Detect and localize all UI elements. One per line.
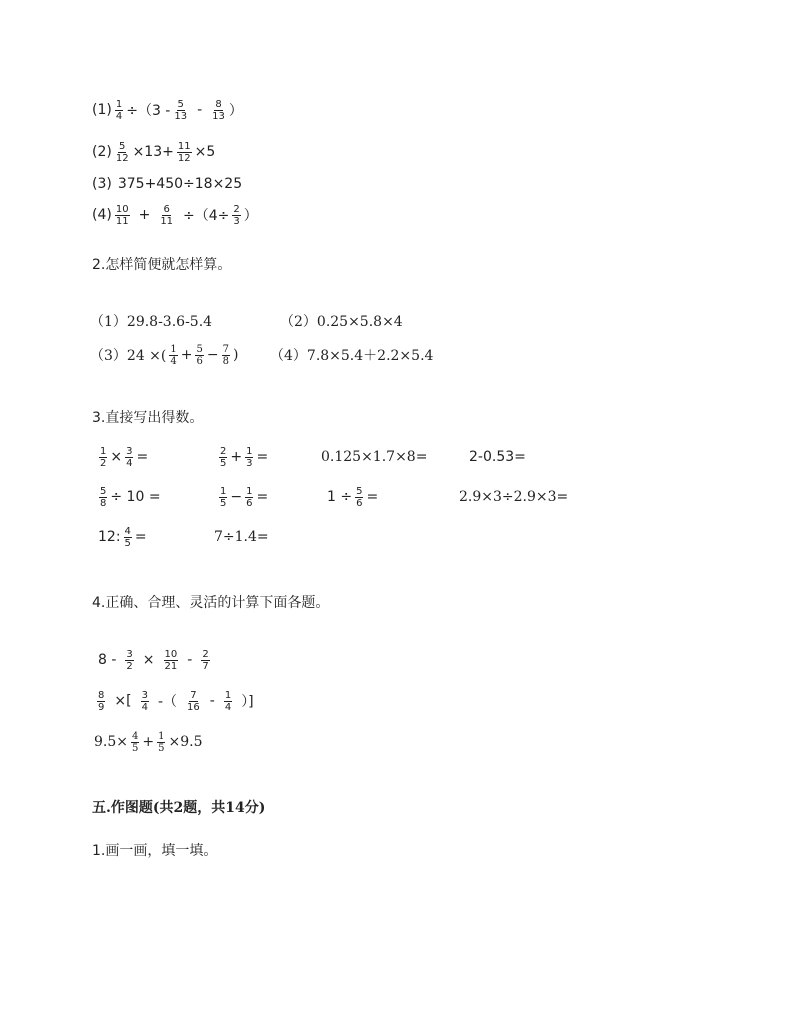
operator: - xyxy=(187,652,193,668)
fraction: $\frac{1}{4}$ xyxy=(224,689,232,713)
operator: ×13+ xyxy=(132,144,174,160)
fraction: $\frac{8}{9}$ xyxy=(98,689,105,713)
calc-item-2 xyxy=(92,137,215,167)
q2-item-3 xyxy=(90,340,238,370)
fraction: $\frac{10}{21}$ xyxy=(164,648,178,672)
fraction: $\frac{2}{5}$ xyxy=(220,445,227,469)
fraction: $\frac{2}{3}$ xyxy=(233,203,240,227)
q3-r2c1 xyxy=(96,482,161,512)
operator: ÷（4÷ xyxy=(183,208,230,224)
fraction: $\frac{1}{5}$ xyxy=(220,485,227,509)
fraction: $\frac{4}{5}$ xyxy=(124,525,131,549)
fraction: $\frac{7}{8}$ xyxy=(222,343,229,367)
expression-prefix: （3）24 ×( xyxy=(90,348,167,364)
operator: = xyxy=(366,489,379,505)
fraction: $\frac{1}{6}$ xyxy=(246,485,253,509)
calc-item-3 xyxy=(92,169,242,199)
operator: -（ xyxy=(157,694,178,710)
q3-r1c2 xyxy=(216,442,268,472)
q4-expr-1 xyxy=(98,645,213,675)
fraction: $\frac{3}{2}$ xyxy=(126,648,133,672)
fraction: $\frac{1}{2}$ xyxy=(100,445,107,469)
operator: ÷ 10 = xyxy=(110,489,161,505)
operator: ）] xyxy=(241,694,254,710)
fraction: $\frac{2}{7}$ xyxy=(202,648,209,672)
operator: ） xyxy=(228,103,243,119)
expression-prefix: 8 - xyxy=(98,652,117,668)
operator: ) xyxy=(232,347,239,363)
fraction: $\frac{5}{12}$ xyxy=(115,140,129,164)
operator: ×5 xyxy=(194,144,216,160)
item-number: (1) xyxy=(92,102,112,118)
item-number: (2) xyxy=(92,144,112,160)
q3-r1c3: 0.125×1.7×8= xyxy=(321,449,428,465)
q3-r3c2: 7÷1.4= xyxy=(214,529,269,545)
fraction: $\frac{6}{11}$ xyxy=(160,203,174,227)
calc-item-1 xyxy=(92,95,243,125)
operator: × xyxy=(110,449,123,465)
fraction: $\frac{5}{6}$ xyxy=(196,343,203,367)
fraction: $\frac{5}{6}$ xyxy=(356,485,363,509)
q3-r2c2 xyxy=(216,482,268,512)
operator: − xyxy=(230,489,243,505)
fraction: $\frac{1}{5}$ xyxy=(158,730,165,754)
operator: ×9.5 xyxy=(168,734,203,750)
operator: - xyxy=(209,693,215,709)
operator: - xyxy=(197,102,203,118)
expression-prefix: 12: xyxy=(98,529,121,545)
q2-item-2: （2）0.25×5.8×4 xyxy=(280,314,403,330)
question-2-title: 2.怎样简便就怎样算。 xyxy=(92,257,232,273)
operator: = xyxy=(134,529,147,545)
operator: = xyxy=(136,449,149,465)
expression-prefix: 9.5× xyxy=(94,734,128,750)
operator: + xyxy=(230,449,243,465)
section-5-title: 五.作图题(共2题，共14分) xyxy=(92,800,266,816)
q3-r3c1 xyxy=(98,522,147,552)
q4-expr-3 xyxy=(94,727,202,757)
q2-item-4: （4）7.8×5.4＋2.2×5.4 xyxy=(270,348,434,364)
question-4-title: 4.正确、合理、灵活的计算下面各题。 xyxy=(92,595,330,611)
q3-r1c4: 2-0.53= xyxy=(469,449,526,465)
fraction: $\frac{7}{16}$ xyxy=(187,689,200,713)
operator: ×[ xyxy=(114,693,132,709)
q2-item-1: （1）29.8-3.6-5.4 xyxy=(90,314,213,330)
q3-r2c3 xyxy=(327,482,378,512)
operator: + xyxy=(142,734,155,750)
operator: + xyxy=(180,347,193,363)
operator: ） xyxy=(243,208,258,224)
operator: = xyxy=(256,489,269,505)
q4-expr-2 xyxy=(94,686,254,716)
operator: − xyxy=(206,347,219,363)
expression-prefix: 1 ÷ xyxy=(327,489,353,505)
expression: 375+450÷18×25 xyxy=(117,176,243,192)
q3-r2c4: 2.9×3÷2.9×3= xyxy=(459,489,569,505)
item-number: (3) xyxy=(92,176,112,192)
fraction: $\frac{1}{4}$ xyxy=(115,98,123,122)
section-5-question-1: 1.画一画，填一填。 xyxy=(92,843,218,859)
fraction: $\frac{3}{4}$ xyxy=(126,445,133,469)
operator: = xyxy=(256,449,269,465)
fraction: $\frac{4}{5}$ xyxy=(132,730,139,754)
fraction: $\frac{1}{4}$ xyxy=(170,343,177,367)
calc-item-4 xyxy=(92,200,258,230)
fraction: $\frac{1}{3}$ xyxy=(246,445,253,469)
question-3-title: 3.直接写出得数。 xyxy=(92,410,204,426)
operator: + xyxy=(138,207,151,223)
fraction: $\frac{3}{4}$ xyxy=(141,689,148,713)
fraction: $\frac{5}{8}$ xyxy=(100,485,107,509)
item-number: (4) xyxy=(92,207,112,223)
fraction: $\frac{5}{13}$ xyxy=(174,98,188,122)
fraction: $\frac{10}{11}$ xyxy=(115,203,129,227)
fraction: $\frac{8}{13}$ xyxy=(212,98,225,122)
operator: × xyxy=(142,652,155,668)
operator: ÷（3 - xyxy=(126,103,171,119)
fraction: $\frac{11}{12}$ xyxy=(177,140,191,164)
q3-r1c1 xyxy=(96,442,148,472)
